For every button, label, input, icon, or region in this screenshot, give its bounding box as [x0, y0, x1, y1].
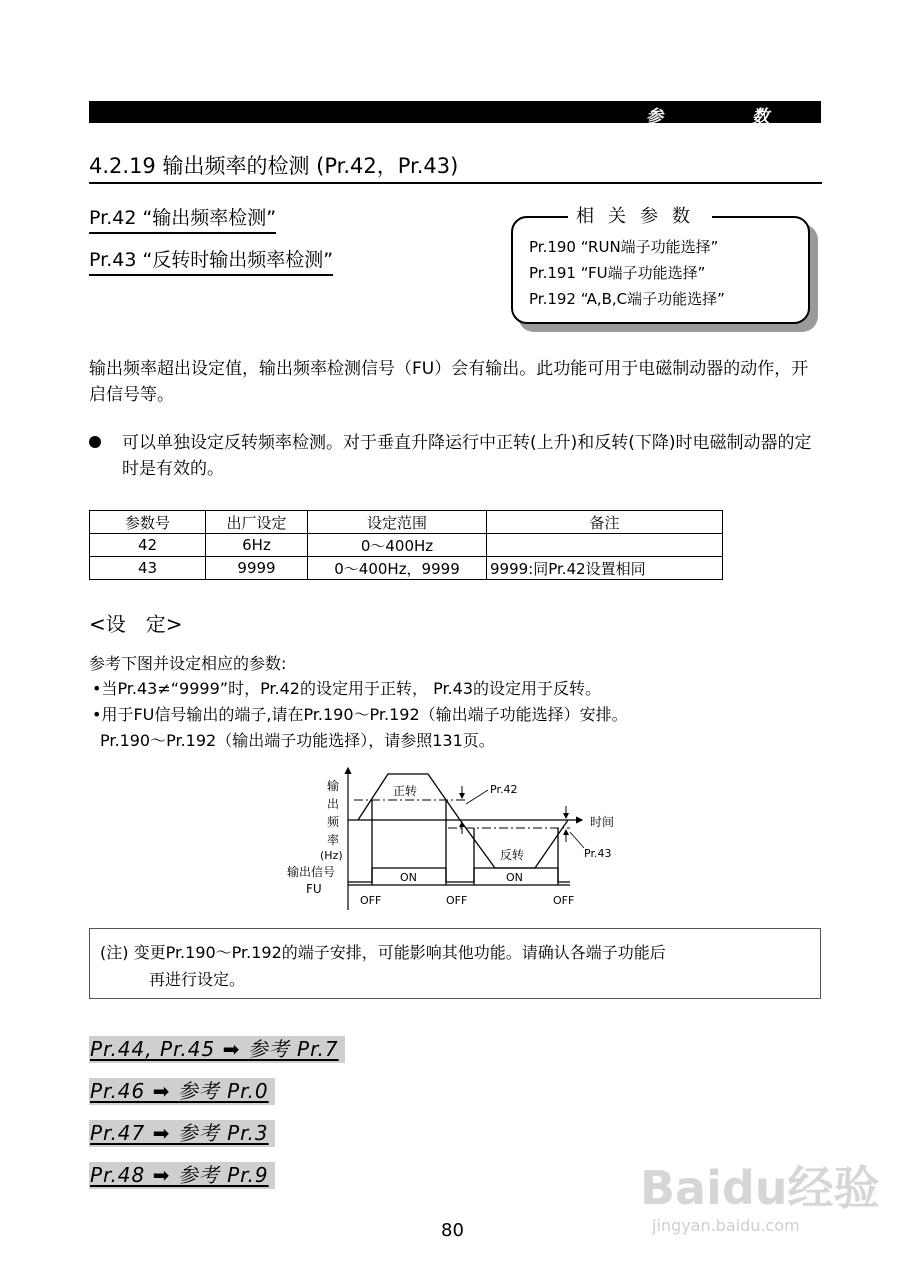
header-left-char: 参 [646, 107, 663, 127]
ref-link-pr47[interactable]: Pr.47 ➡ 参考 Pr.3 [89, 1120, 275, 1147]
signal-label-fu: FU [306, 882, 322, 896]
table-cell: 6Hz [206, 534, 308, 557]
off-label: OFF [360, 894, 382, 907]
time-label: 时间 [590, 815, 615, 829]
header-bar [89, 101, 821, 127]
param-title-43: Pr.43 “反转时输出频率检测” [89, 245, 333, 276]
y-label-char: 输 [327, 779, 340, 793]
section-title: 4.2.19 输出频率的检测 (Pr.42，Pr.43) [89, 154, 459, 178]
on-label: ON [506, 871, 523, 884]
note-line: 再进行设定。 [149, 970, 246, 989]
y-label-char: 出 [327, 797, 340, 811]
section-rule [89, 182, 822, 184]
reverse-label: 反转 [500, 848, 525, 862]
note-line: (注) 变更Pr.190～Pr.192的端子安排，可能影响其他功能。请确认各端子功能后 [100, 943, 666, 962]
bullet-dot [89, 436, 101, 448]
table-header-row [90, 511, 723, 534]
y-label-char: 率 [327, 833, 340, 847]
param-table [89, 510, 723, 580]
table-header: 参数号 [90, 511, 206, 534]
ref-link-pr44-45[interactable]: Pr.44, Pr.45 ➡ 参考 Pr.7 [89, 1036, 345, 1063]
setting-heading: <设 定> [89, 612, 183, 636]
off-label: OFF [553, 894, 575, 907]
pr43-leader [570, 832, 584, 848]
header-right-char: 数 [752, 107, 769, 127]
table-header: 出厂设定 [206, 511, 308, 534]
ref-link-pr48[interactable]: Pr.48 ➡ 参考 Pr.9 [89, 1162, 275, 1189]
bullet-paragraph: 可以单独设定反转频率检测。对于垂直升降运行中正转(上升)和反转(下降)时电磁制动器的定时是有效的。 [122, 433, 812, 479]
y-unit: (Hz) [320, 849, 343, 862]
timing-diagram [270, 760, 640, 920]
signal-label: 输出信号 [287, 865, 336, 879]
table-cell: 42 [90, 534, 206, 557]
related-item: Pr.192 “A,B,C端子功能选择” [529, 290, 725, 308]
table-header: 备注 [487, 511, 723, 534]
setting-intro: 参考下图并设定相应的参数: [89, 654, 287, 673]
fu-signal [348, 868, 570, 882]
intro-paragraph: 输出频率超出设定值，输出频率检测信号（FU）会有输出。此功能可用于电磁制动器的动作，开启信号等。 [89, 359, 809, 405]
table-cell: 0～400Hz [308, 534, 487, 557]
table-cell: 9999 [206, 557, 308, 580]
table-cell: 9999:同Pr.42设置相同 [487, 557, 723, 580]
table-cell [487, 534, 723, 557]
related-item: Pr.190 “RUN端子功能选择” [529, 238, 719, 256]
y-label-char: 频 [327, 815, 340, 829]
pr42-label: Pr.42 [490, 783, 518, 796]
table-header: 设定范围 [308, 511, 487, 534]
off-label: OFF [446, 894, 468, 907]
forward-label: 正转 [393, 784, 418, 798]
pr43-label: Pr.43 [584, 847, 612, 860]
watermark-logo: Baidu经验 [640, 1161, 880, 1215]
param-title-42: Pr.42 “输出频率检测” [89, 203, 276, 234]
related-title: 相关参数 [568, 202, 712, 228]
setting-item: Pr.190～Pr.192（输出端子功能选择），请参照131页。 [100, 731, 495, 750]
setting-item: •当Pr.43≠“9999”时，Pr.42的设定用于正转， Pr.43的设定用于反转。 [92, 679, 601, 698]
on-label: ON [400, 871, 417, 884]
table-cell: 43 [90, 557, 206, 580]
pr42-leader [466, 790, 488, 804]
setting-item: •用于FU信号输出的端子,请在Pr.190～Pr.192（输出端子功能选择）安排。 [92, 705, 628, 724]
ref-link-pr46[interactable]: Pr.46 ➡ 参考 Pr.0 [89, 1078, 275, 1105]
table-row [90, 534, 723, 557]
table-cell: 0～400Hz，9999 [308, 557, 487, 580]
watermark-url: jingyan.baidu.com [652, 1216, 800, 1235]
related-item: Pr.191 “FU端子功能选择” [529, 264, 706, 282]
page-number: 80 [441, 1220, 464, 1241]
table-row [90, 557, 723, 580]
